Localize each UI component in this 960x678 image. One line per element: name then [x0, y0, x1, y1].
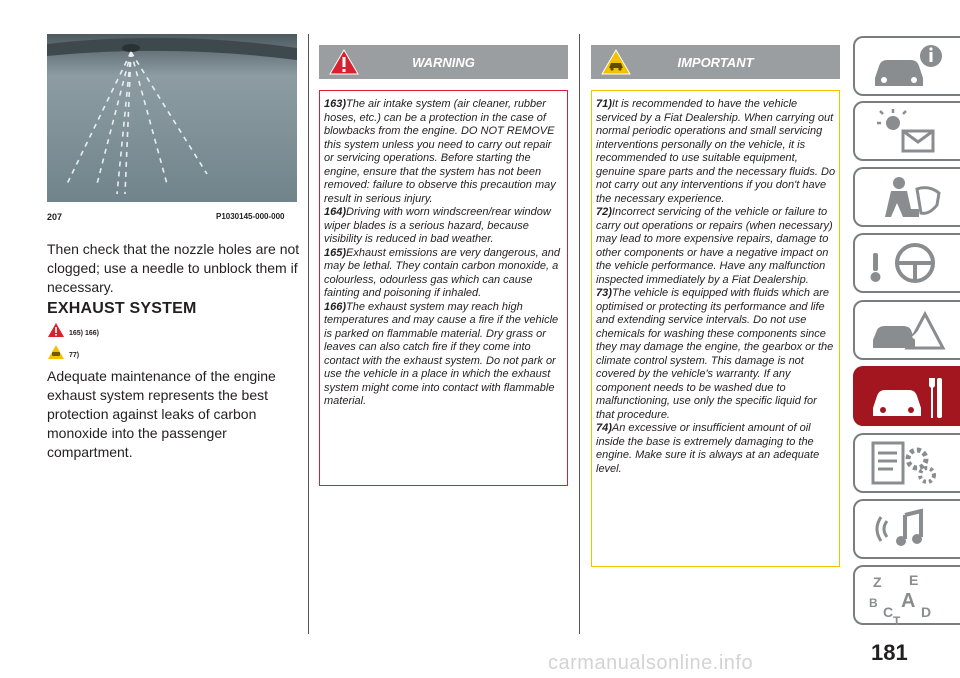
- note-text: The exhaust system may reach high temperatures and may cause a fire if the vehicle is parked on flammable material. Dry grass or leaves can also catch fire if they come into contact with the exhaust system. Do not park or use the vehicle in a place in which the exhaust system might come into contact with flammable material.: [324, 300, 559, 407]
- column-divider: [308, 34, 309, 634]
- note-text: It is recommended to have the vehicle serviced by a Fiat Dealership. When carrying out normal periodic operations and small servicing interventions personally on the vehicle, it is recommended to use suitable equipment, genuine spare parts and the necessary fluids. Do not carry out any interventions if you don't have the necessary experience.: [596, 98, 836, 205]
- note-number: 72): [596, 206, 612, 218]
- nav-tab-servicing[interactable]: [853, 366, 960, 426]
- important-title: IMPORTANT: [677, 55, 754, 70]
- note-number: 163): [324, 98, 347, 110]
- important-item: [596, 287, 836, 422]
- important-header: [591, 45, 840, 79]
- page-number: 181: [871, 640, 908, 665]
- figure-number: 207: [47, 212, 63, 222]
- car-service-icon: [869, 374, 949, 420]
- nav-tab-starting-driving[interactable]: [853, 233, 960, 293]
- svg-text:Z: Z: [873, 574, 882, 590]
- multimedia-icon: [869, 507, 949, 553]
- watermark-text: carmanualsonline.info: [548, 652, 754, 674]
- warning-item: [324, 206, 564, 247]
- note-text: Incorrect servicing of the vehicle or failure to carry out operations or repairs (when necessary) may lead to more expensive repairs, damage to other components or have a negative impact on the vehicle performance. Have any malfunction inspected immediately by a Fiat Dealership.: [596, 206, 833, 286]
- warning-triangle-icon: [47, 322, 65, 338]
- important-item: [596, 206, 836, 287]
- seat-safety-icon: [869, 175, 949, 221]
- warning-item: [324, 247, 564, 301]
- nav-tab-safety[interactable]: [853, 167, 960, 227]
- important-box: [591, 90, 840, 567]
- note-number: 71): [596, 98, 612, 110]
- nav-tab-warning-lights[interactable]: [853, 101, 960, 161]
- note-number: 73): [596, 287, 612, 299]
- intro-paragraph: Then check that the nozzle holes are not clogged; use a needle to unblock them if necessary.: [47, 241, 300, 295]
- svg-text:B: B: [869, 596, 878, 610]
- note-number: 165): [324, 246, 347, 259]
- svg-text:C: C: [883, 604, 894, 620]
- svg-text:E: E: [909, 573, 919, 588]
- svg-text:D: D: [921, 604, 932, 620]
- technical-specs-icon: [869, 441, 949, 487]
- note-text: An excessive or insufficient amount of oil inside the base is extremely damaging to the engine. Make sure it is always at an adequate level.: [596, 422, 820, 475]
- nav-tab-car-info[interactable]: [853, 36, 960, 96]
- important-item: [596, 422, 836, 476]
- nav-tab-emergency[interactable]: [853, 300, 960, 360]
- section-heading: EXHAUST SYSTEM: [47, 300, 197, 317]
- note-text: Exhaust emissions are very dangerous, and may be lethal. They contain carbon monoxide, a colourless, odourless gas which can cause fainting and poisoning if inhaled.: [324, 246, 561, 299]
- note-text: Driving with worn windscreen/rear window wiper blades is a serious hazard, because visibility is reduced in bad weather.: [324, 206, 551, 245]
- warning-ref-row: [47, 322, 99, 338]
- car-hand-icon: [47, 344, 65, 360]
- important-item: [596, 98, 836, 206]
- svg-text:T: T: [893, 614, 901, 625]
- note-text: The air intake system (air cleaner, rubber hoses, etc.) can be a protection in the case of blowbacks from the engine. DO NOT REMOVE this system unless you need to carry out repair or servicing operations. Before starting the engine, ensure that the system has not been removed: failure to observe this precaution may result in serious injury.: [324, 98, 556, 205]
- car-info-icon: [869, 44, 949, 90]
- warning-header: [319, 45, 568, 79]
- breakdown-icon: [869, 308, 949, 354]
- warning-lights-icon: [869, 109, 949, 155]
- warning-item: [324, 98, 564, 206]
- steering-wheel-icon: [869, 241, 949, 287]
- note-number: 74): [596, 422, 612, 434]
- figure-code: P1030145-000-000: [216, 212, 285, 221]
- note-number: 164): [324, 206, 347, 218]
- warning-item: [324, 301, 564, 409]
- note-text: The vehicle is equipped with fluids which are optimised or protecting its performance and life and extending service intervals. Do not use chemicals for washing these components since they may damage the engine, the gearbox or the climate control system. This damage is not covered by the vehicle's warranty. If any component needs to be washed due to malfunctioning, use only the specific liquid for that procedure.: [596, 287, 834, 421]
- warning-title: WARNING: [412, 55, 475, 70]
- index-icon: [869, 573, 949, 625]
- note-number: 166): [324, 300, 347, 313]
- washer-nozzle-photo: [47, 34, 297, 202]
- exhaust-paragraph: Adequate maintenance of the engine exhaust system represents the best protection against leaks of carbon monoxide into the passenger compartment.: [47, 368, 276, 460]
- nav-tab-index[interactable]: [853, 565, 960, 625]
- important-refs: 77): [69, 352, 80, 359]
- warning-box: [319, 90, 568, 486]
- nav-tab-multimedia[interactable]: [853, 499, 960, 559]
- nav-tab-technical-data[interactable]: [853, 433, 960, 493]
- column-divider: [579, 34, 580, 634]
- important-ref-row: [47, 344, 79, 360]
- warning-refs: 165) 166): [69, 330, 99, 337]
- svg-text:A: A: [901, 590, 916, 612]
